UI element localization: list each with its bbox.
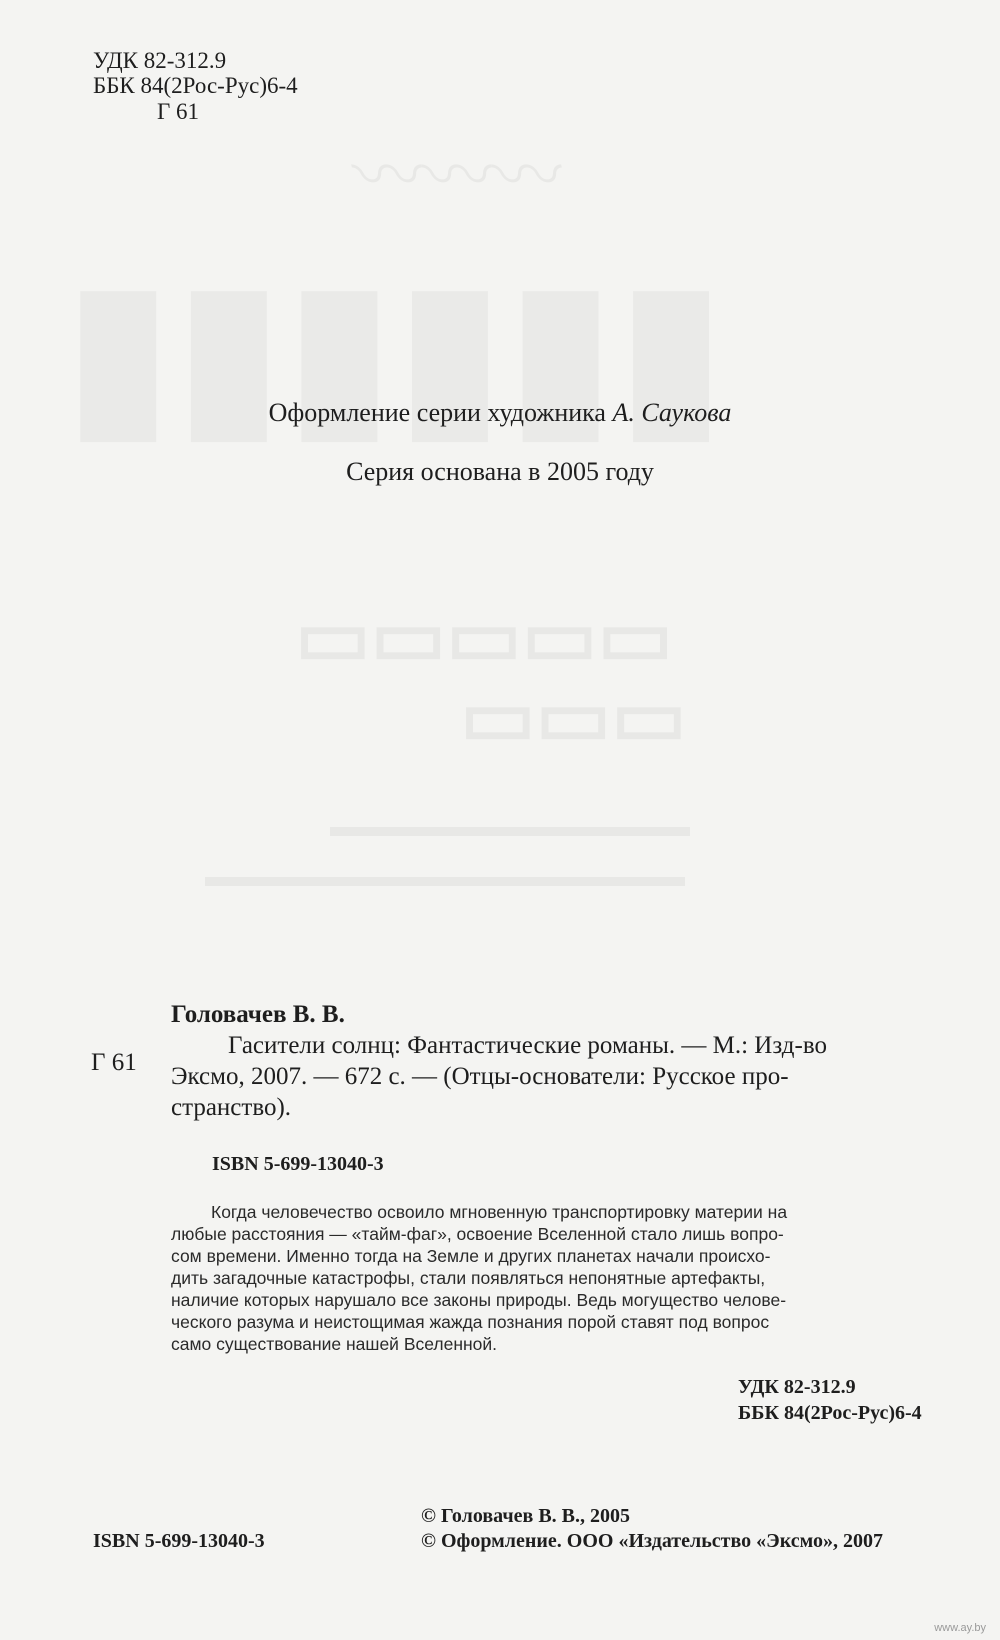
- footer-isbn: ISBN 5-699-13040-3: [93, 1530, 265, 1552]
- header-bbk: ББК 84(2Рос-Рус)6-4: [93, 73, 298, 98]
- classification-bbk: ББК 84(2Рос-Рус)6-4: [738, 1402, 922, 1424]
- copyright-author: © Головачев В. В., 2005: [421, 1505, 631, 1527]
- show-through-decoration: [330, 810, 690, 844]
- bib-line: странство).: [171, 1094, 292, 1121]
- bib-code: Г 61: [91, 1049, 137, 1076]
- show-through-decoration: [205, 860, 685, 894]
- bib-isbn: ISBN 5-699-13040-3: [212, 1153, 384, 1175]
- annotation-line: ческого разума и неистощимая жажда познания порой ставят под вопрос: [171, 1312, 770, 1332]
- header-code: Г 61: [157, 99, 200, 124]
- annotation-line: сом времени. Именно тогда на Земле и других планетах начали происхо-: [171, 1246, 771, 1266]
- bib-line: Гасители солнц: Фантастические романы. — М.: Изд-во: [228, 1032, 827, 1059]
- series-design-credit: [0, 398, 1000, 428]
- bib-line: Эксмо, 2007. — 672 с. — (Отцы-основатели: Русское про-: [171, 1063, 789, 1090]
- series-design-prefix: Оформление серии художника: [268, 398, 606, 427]
- classification-udk: УДК 82-312.9: [738, 1376, 856, 1398]
- header-udk: УДК 82-312.9: [93, 48, 227, 73]
- series-founded: Серия основана в 2005 году: [346, 457, 654, 486]
- annotation-line: любые расстояния — «тайм-фаг», освоение Вселенной стало лишь вопро-: [171, 1224, 784, 1244]
- annotation-line: Когда человечество освоило мгновенную транспортировку материи на: [211, 1202, 788, 1222]
- annotation-line: наличие которых нарушало все законы природы. Ведь могущество челове-: [171, 1290, 787, 1310]
- copyright-design: © Оформление. ООО «Издательство «Эксмо», 2007: [421, 1530, 883, 1552]
- show-through-decoration: [360, 120, 570, 221]
- show-through-decoration: [460, 670, 687, 764]
- bib-author: Головачев В. В.: [171, 1001, 345, 1028]
- show-through-decoration: [60, 240, 723, 462]
- series-design-artist: А. Саукова: [612, 398, 732, 427]
- annotation-line: само существование нашей Вселенной.: [171, 1334, 498, 1354]
- annotation-line: дить загадочные катастрофы, стали появляться непонятные артефакты,: [171, 1268, 766, 1288]
- watermark: www.ay.by: [934, 1622, 986, 1634]
